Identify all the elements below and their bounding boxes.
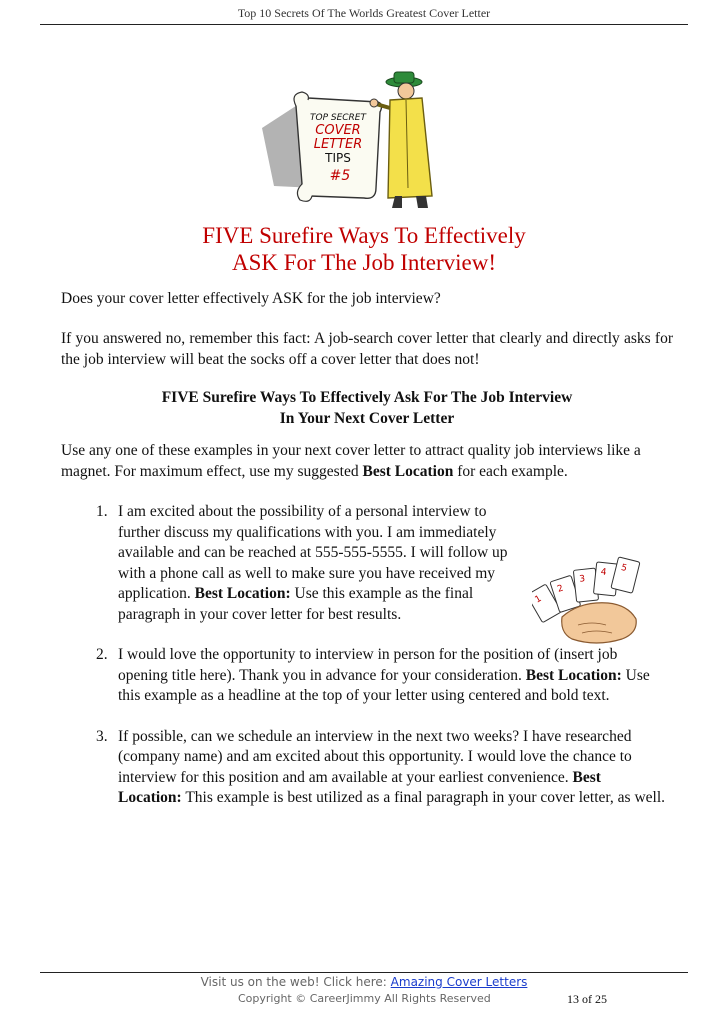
headline-line-1: FIVE Surefire Ways To Effectively bbox=[202, 223, 526, 248]
list-number: 2. bbox=[96, 646, 108, 663]
spy-figure-icon bbox=[370, 72, 432, 208]
visit-text: Visit us on the web! Click here: bbox=[200, 975, 391, 989]
best-location-label: Best Location: bbox=[525, 666, 622, 684]
hand-shape bbox=[562, 603, 637, 643]
tips-text: TIPS bbox=[325, 151, 351, 165]
main-headline bbox=[0, 222, 728, 276]
page-number: 13 of 25 bbox=[567, 992, 607, 1006]
usage-paragraph bbox=[61, 440, 673, 482]
headline-line-2: ASK For The Job Interview! bbox=[231, 250, 497, 275]
subheading-line-1: FIVE Surefire Ways To Effectively Ask For The Job Interview bbox=[161, 389, 573, 406]
example-text-end: This example is best utilized as a final paragraph in your cover letter, as well. bbox=[181, 789, 666, 806]
usage-bold: Best Location bbox=[362, 463, 454, 480]
cards-hand-icon bbox=[532, 555, 642, 655]
card-label: 2 bbox=[556, 583, 565, 595]
card-label: 4 bbox=[600, 567, 607, 578]
usage-text: Use any one of these examples in your next cover letter to attract quality job interviews like a magnet. For maximum effect, use my suggested bbox=[61, 442, 641, 480]
card-label: 1 bbox=[533, 593, 544, 606]
footer-rule bbox=[40, 972, 688, 973]
tip-number-text: #5 bbox=[329, 168, 351, 184]
best-location-label: Best Location: bbox=[118, 768, 601, 806]
best-location-label: Best Location: bbox=[194, 585, 291, 602]
examples-list bbox=[96, 502, 666, 829]
usage-text-end: for each example. bbox=[453, 463, 568, 480]
example-text: I am excited about the possibility of a personal interview to further discuss my qualifications with you. I am immediately available and can be reached at 555-555-5555. I will follow up with a phone call as well to make sure you have received my application. bbox=[118, 503, 508, 602]
cover-text: COVER bbox=[315, 123, 361, 138]
example-text: If possible, can we schedule an interview in the next two weeks? I have researched (company name) and am excited about this opportunity. I would love the chance to interview for this position and am available at your earliest convenience. bbox=[118, 727, 632, 786]
top-secret-text: TOP SECRET bbox=[310, 113, 366, 123]
running-header: Top 10 Secrets Of The Worlds Greatest Cover Letter bbox=[237, 6, 491, 20]
example-text: I would love the opportunity to interview in person for the position of (insert job opening title here). Thank you in advance for your consideration. bbox=[118, 646, 618, 684]
letter-text: LETTER bbox=[313, 137, 363, 152]
subheading-line-2: In Your Next Cover Letter bbox=[279, 410, 455, 427]
list-item bbox=[96, 727, 666, 809]
card-label: 5 bbox=[619, 562, 628, 575]
list-number: 1. bbox=[96, 503, 108, 520]
section-subheading bbox=[61, 387, 673, 429]
copyright-text: Copyright © CareerJimmy All Rights Reserved bbox=[238, 992, 491, 1005]
intro-question: Does your cover letter effectively ASK for the job interview? bbox=[61, 290, 441, 307]
amazing-cover-letters-link[interactable]: Amazing Cover Letters bbox=[390, 975, 528, 989]
list-number: 3. bbox=[96, 727, 108, 745]
card-label: 3 bbox=[578, 574, 586, 585]
example-text-end: Use this example as the final paragraph in your cover letter for best results. bbox=[118, 585, 474, 623]
intro-paragraph: If you answered no, remember this fact: A job-search cover letter that clearly and directly asks for the job interview will beat the socks off a cover letter that does not! bbox=[61, 330, 673, 368]
top-secret-illustration bbox=[240, 68, 480, 218]
header-rule bbox=[40, 24, 688, 25]
example-text-end: Use this example as a headline at the top of your letter using centered and bold text. bbox=[118, 666, 650, 704]
footer-visit-line bbox=[0, 975, 728, 989]
